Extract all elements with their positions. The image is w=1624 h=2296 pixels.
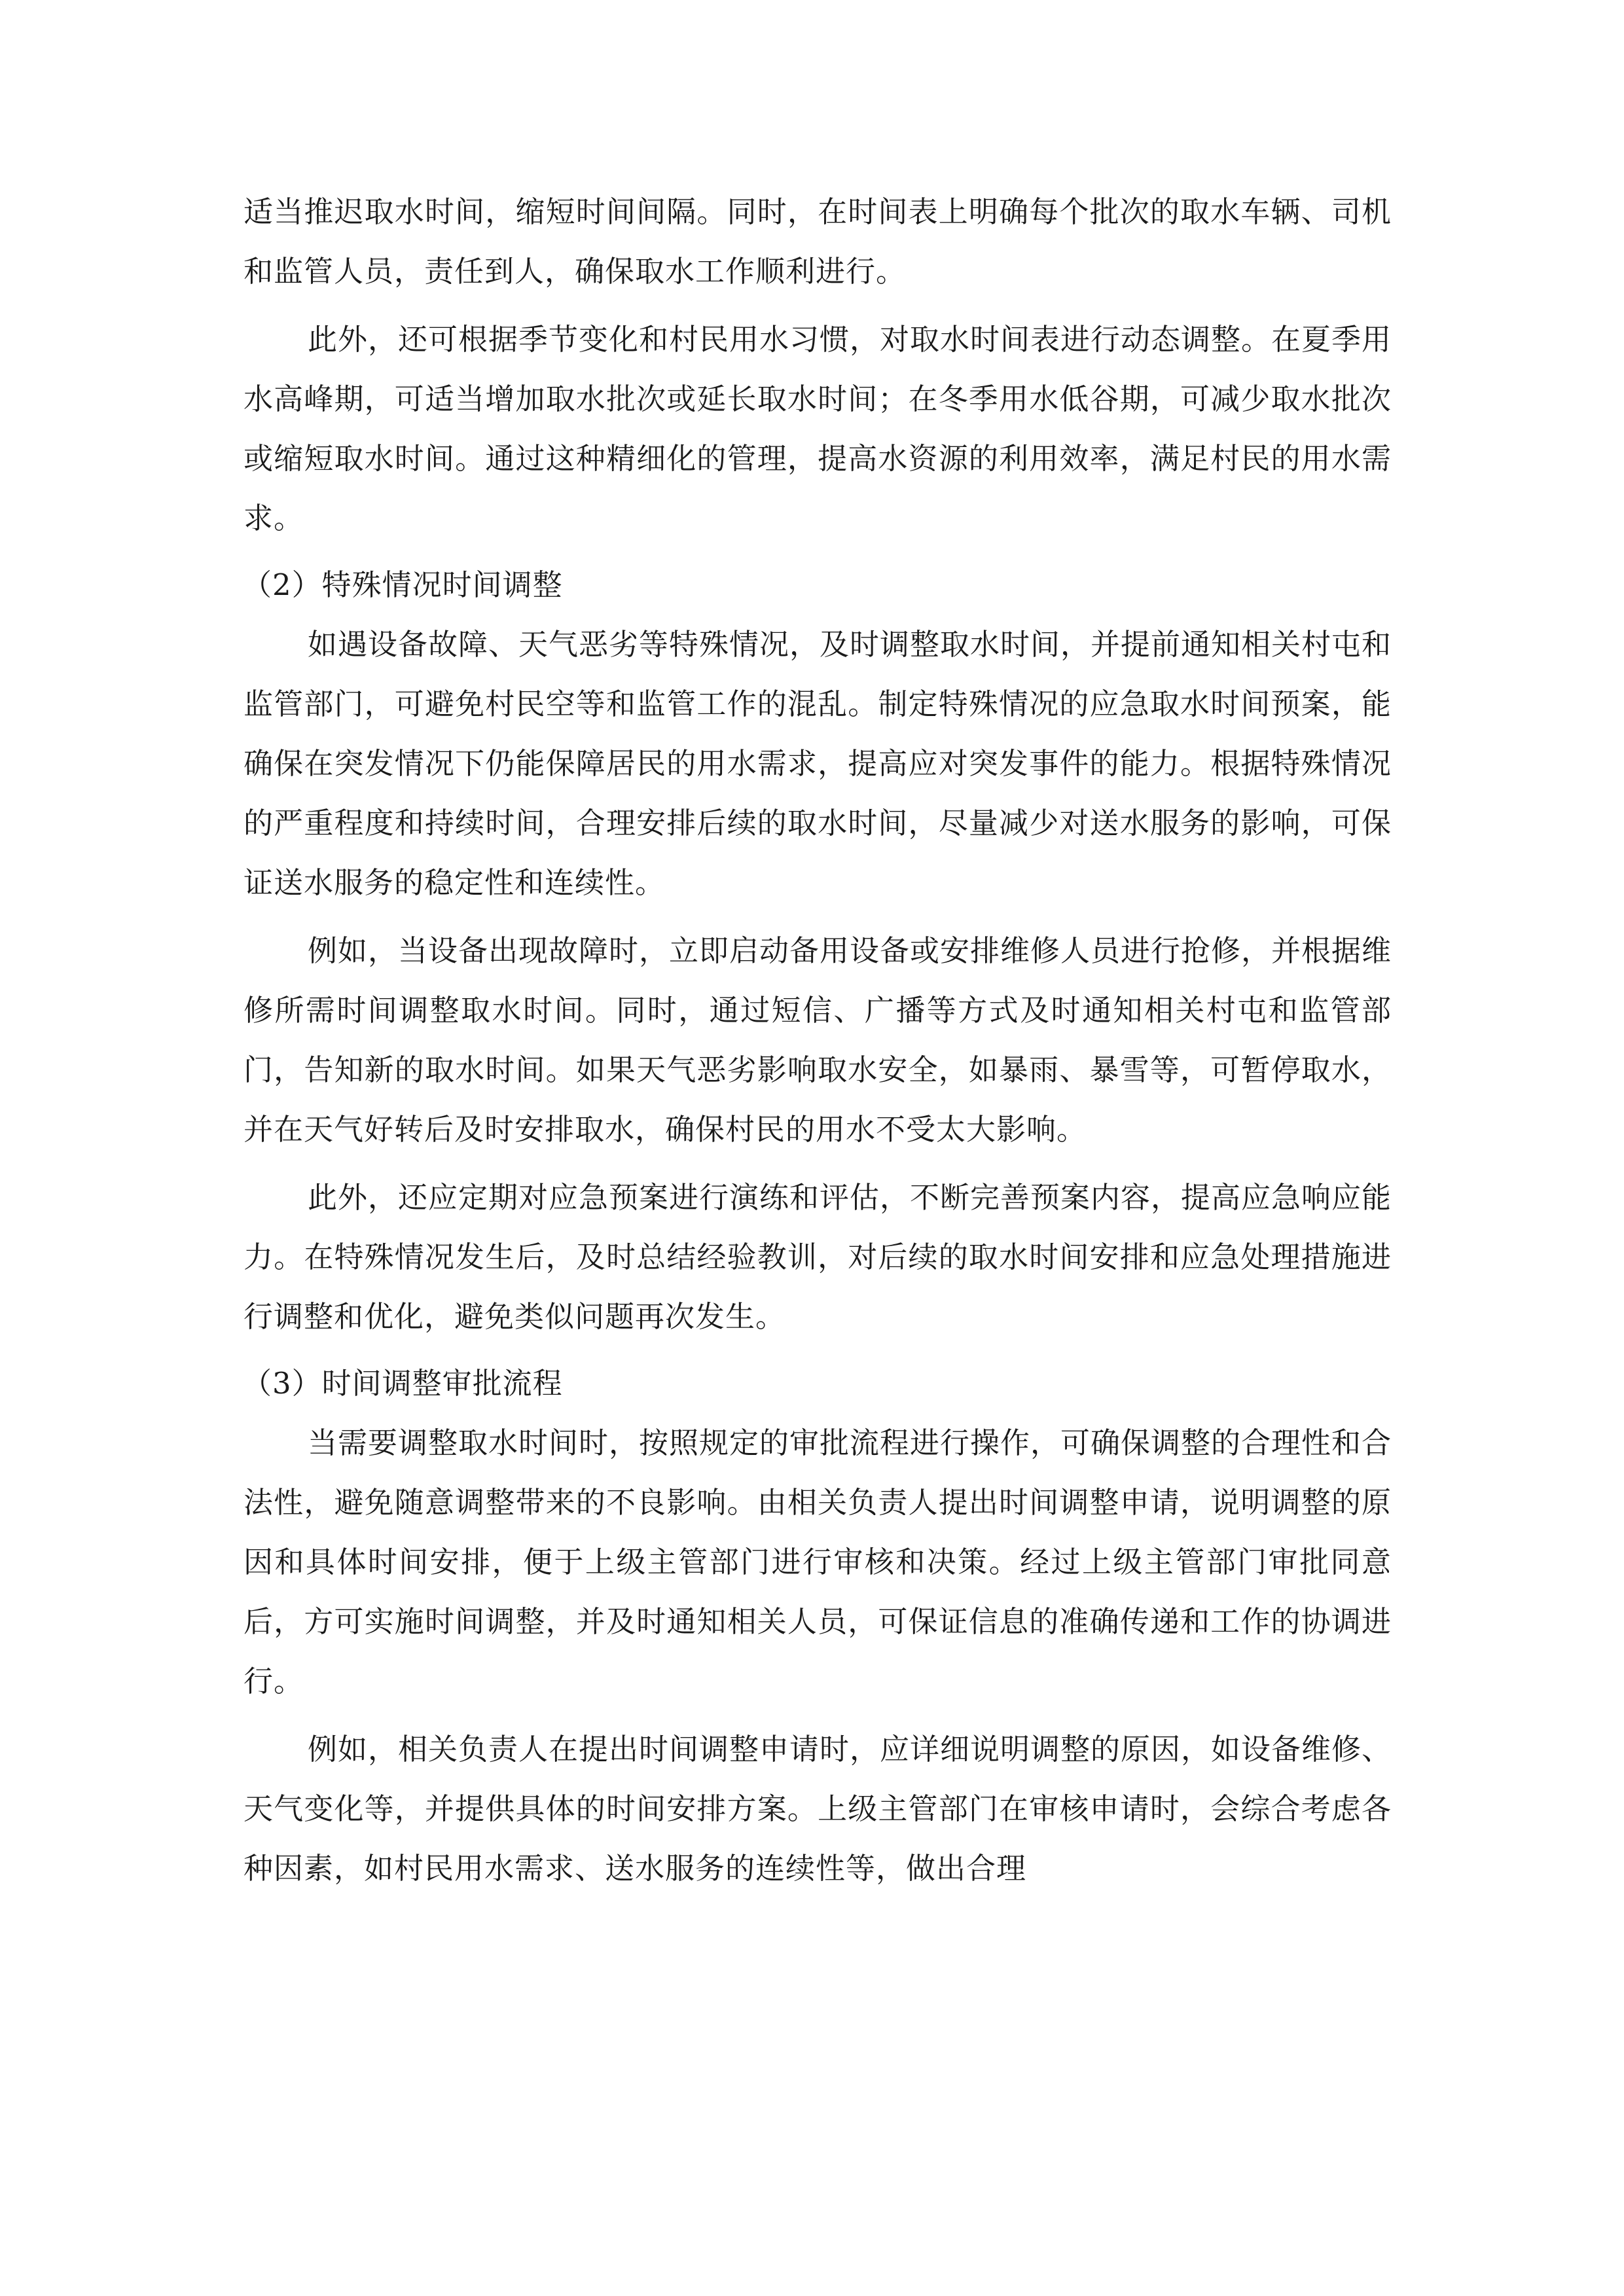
- paragraph-equipment-failure-example: 例如，当设备出现故障时，立即启动备用设备或安排维修人员进行抢修，并根据维修所需时间调整取水时间。同时，通过短信、广播等方式及时通知相关村屯和监管部门，告知新的取水时间。如果天气恶劣影响取水安全，如暴雨、暴雪等，可暂停取水，并在天气好转后及时安排取水，确保村民的用水不受太大影响。: [244, 933, 1392, 1147]
- paragraph-seasonal-adjustment: 此外，还可根据季节变化和村民用水习惯，对取水时间表进行动态调整。在夏季用水高峰期，可适当增加取水批次或延长取水时间；在冬季用水低谷期，可减少取水批次或缩短取水时间。通过这种精细化的管理，提高水资源的利用效率，满足村民的用水需求。: [244, 322, 1392, 535]
- paragraph-approval-example: 例如，相关负责人在提出时间调整申请时，应详细说明调整的原因，如设备维修、天气变化等，并提供具体的时间安排方案。上级主管部门在审核申请时，会综合考虑各种因素，如村民用水需求、送水服务的连续性等，做出合理: [244, 1732, 1392, 1886]
- section-heading-special-cases: （2）特殊情况时间调整: [242, 567, 563, 602]
- paragraph-special-cases: 如遇设备故障、天气恶劣等特殊情况，及时调整取水时间，并提前通知相关村屯和监管部门，可避免村民空等和监管工作的混乱。制定特殊情况的应急取水时间预案，能确保在突发情况下仍能保障居民的用水需求，提高应对突发事件的能力。根据特殊情况的严重程度和持续时间，合理安排后续的取水时间，尽量减少对送水服务的影响，可保证送水服务的稳定性和连续性。: [244, 627, 1392, 900]
- paragraph-approval-process: 当需要调整取水时间时，按照规定的审批流程进行操作，可确保调整的合理性和合法性，避免随意调整带来的不良影响。由相关负责人提出时间调整申请，说明调整的原因和具体时间安排，便于上级主管部门进行审核和决策。经过上级主管部门审批同意后，方可实施时间调整，并及时通知相关人员，可保证信息的准确传递和工作的协调进行。: [244, 1426, 1392, 1698]
- paragraph-emergency-drills: 此外，还应定期对应急预案进行演练和评估，不断完善预案内容，提高应急响应能力。在特殊情况发生后，及时总结经验教训，对后续的取水时间安排和应急处理措施进行调整和优化，避免类似问题再次发生。: [244, 1180, 1392, 1334]
- document-body: [244, 182, 1392, 1898]
- section-heading-approval-process: （3）时间调整审批流程: [242, 1366, 563, 1401]
- paragraph-continued: 适当推迟取水时间，缩短时间间隔。同时，在时间表上明确每个批次的取水车辆、司机和监管人员，责任到人，确保取水工作顺利进行。: [244, 194, 1392, 289]
